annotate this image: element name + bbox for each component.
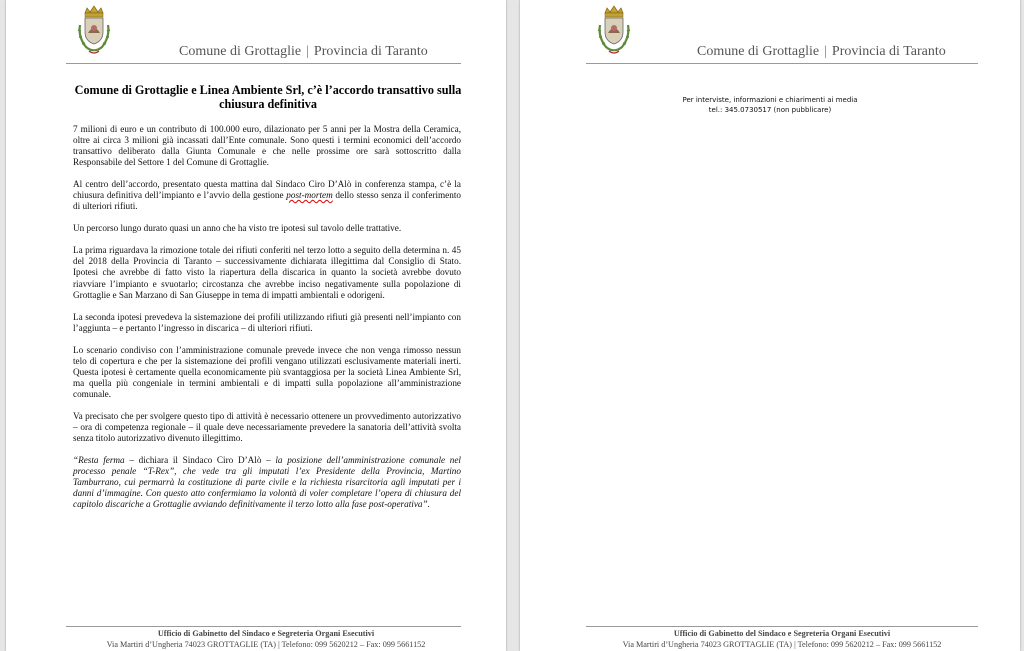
document-title: Comune di Grottaglie e Linea Ambiente Srl, c’è l’accordo transattivo sulla chiusura definitiva: [74, 83, 462, 111]
paragraph-7: Va precisato che per svolgere questo tipo di attività è necessario ottenere un provvedimento autorizzativo – ora di competenza regionale – il quale deve necessariamente prevedere la sanatoria dell’attività svolta senza titolo autorizzativo divenuto illegittimo.: [73, 410, 461, 444]
header-rule: [66, 63, 461, 64]
footer-rule: [66, 626, 461, 627]
header-separator: |: [306, 44, 309, 59]
document-page-2: [520, 0, 1020, 651]
footer-rule: [586, 626, 978, 627]
paragraph-2-italic: post-mortem: [286, 190, 333, 201]
paragraph-5: La seconda ipotesi prevedeva la sistemazione dei profili utilizzando rifiuti già presenti nell’impianto con l’aggiunta – e pertanto l’ingresso in discarica – di ulteriori rifiuti.: [73, 311, 461, 333]
header-separator: |: [824, 44, 827, 59]
paragraph-2-part-a: Al centro dell’accordo, presentato questa mattina dal Sindaco Ciro D’Alò in conferenza stampa, c’è la chiusura definitiva dell’impianto e l’avvio della gestione: [73, 179, 461, 201]
quote-part-c: la posizione dell’amministrazione comunale nel processo penale “T-Rex”, che vede tra gli imputati l’ex Presidente della Provincia, Martino Tamburrano, cui permarrà la costituzione di parte civile e la richiesta risarcitoria agli imputati per i danni d’immagine. Con questo atto confermiamo la volontà di voler completare l’opera di chiusura del capitolo discariche a Grottaglie avviando definitivamente il terzo lotto alla fase post-operativa”.: [73, 455, 461, 510]
document-page-1: [6, 0, 506, 651]
media-contact: [670, 96, 870, 115]
quote-part-a: “Resta ferma: [73, 455, 125, 466]
footer-office: Ufficio di Gabinetto del Sindaco e Segreteria Organi Esecutivi: [157, 629, 375, 638]
paragraph-2: [73, 179, 461, 212]
footer-address: Via Martiri d’Ungheria 74023 GROTTAGLIE (TA) | Telefono: 099 5620212 – Fax: 099 5661152: [622, 640, 942, 649]
page-header: [179, 44, 428, 60]
header-provincia: Provincia di Taranto: [313, 44, 428, 59]
page-header: [697, 44, 946, 60]
paragraph-2-part-c: dello stesso senza il conferimento di ulteriori rifiuti.: [73, 190, 461, 212]
paragraph-4: La prima riguardava la rimozione totale dei rifiuti conferiti nel terzo lotto a seguito della determina n. 45 del 2018 della Provincia di Taranto – successivamente dichiarata illegittima dal Consiglio di Stato. Ipotesi che avrebbe di fatto visto la riapertura della discarica in quanto la società avrebbe dovuto riavviare l’impianto e svuotarlo; circostanza che avrebbe inciso negativamente sulla popolazione di Grottaglie e San Marzano di San Giuseppe in tema di impatti ambientali e odorigeni.: [73, 245, 461, 300]
paragraph-6: Lo scenario condiviso con l’amministrazione comunale prevede invece che non venga rimosso nessun telo di copertura e che per la sistemazione dei profili vengano utilizzati esclusivamente materiali inerti. Questa ipotesi è certamente quella economicamente più svantaggiosa per la società Linea Ambiente Srl, ma quella più congeniale in termini ambientali e di impatti sulla popolazione all’amministrazione comunale.: [73, 344, 461, 399]
header-comune: Comune di Grottaglie: [697, 44, 820, 59]
document-body: [73, 124, 461, 521]
header-rule: [586, 63, 978, 64]
footer-address: Via Martiri d’Ungheria 74023 GROTTAGLIE (TA) | Telefono: 099 5620212 – Fax: 099 5661152: [106, 640, 426, 649]
media-contact-phone: tel.: 345.0730517 (non pubblicare): [708, 105, 832, 114]
paragraph-8-quote: [73, 455, 461, 510]
header-provincia: Provincia di Taranto: [831, 44, 946, 59]
header-comune: Comune di Grottaglie: [179, 44, 302, 59]
quote-attribution: – dichiara il Sindaco Ciro D’Alò –: [124, 455, 276, 466]
media-contact-line: Per interviste, informazioni e chiarimenti ai media: [682, 96, 858, 104]
paragraph-3: Un percorso lungo durato quasi un anno che ha visto tre ipotesi sul tavolo delle trattative.: [73, 223, 402, 234]
page-footer: [66, 628, 466, 650]
paragraph-1: 7 milioni di euro e un contributo di 100.000 euro, dilazionato per 5 anni per la Mostra della Ceramica, oltre ai circa 3 milioni già incassati dall’Ente comunale. Sono questi i termini economici dell’accordo transattivo deliberato dalla Giunta Comunale e che nelle prossime ore sarà sottoscritto dalla Responsabile del Settore 1 del Comune di Grottaglie.: [73, 124, 461, 168]
coat-of-arms-icon: [596, 3, 632, 59]
page-footer: [586, 628, 978, 650]
coat-of-arms-icon: [76, 3, 112, 59]
footer-office: Ufficio di Gabinetto del Sindaco e Segreteria Organi Esecutivi: [673, 629, 891, 638]
